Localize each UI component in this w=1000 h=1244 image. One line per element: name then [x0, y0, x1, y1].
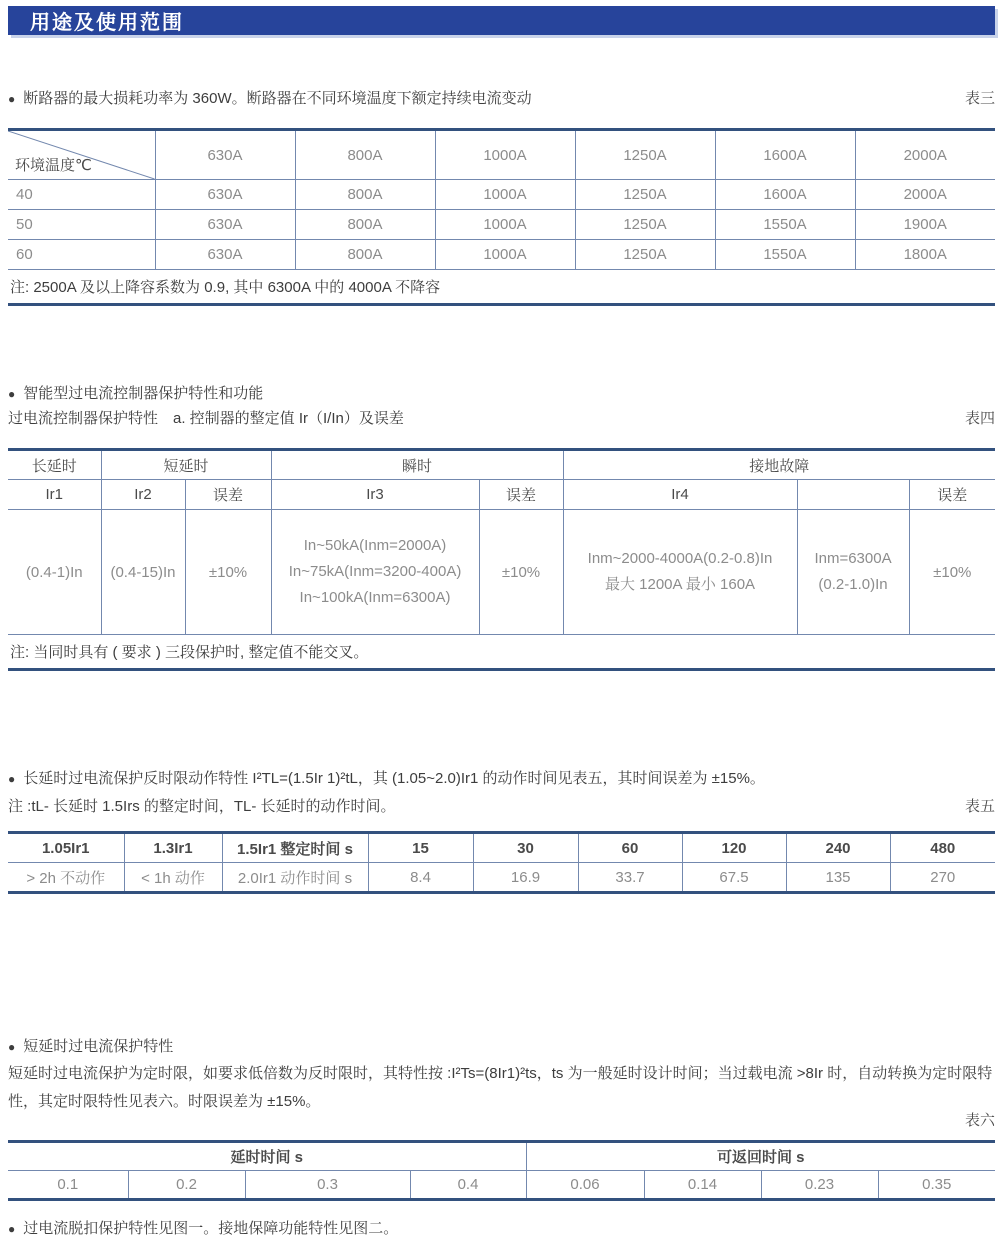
- table5-header-cell: 30: [473, 833, 578, 863]
- table6-value-cell: 0.06: [526, 1171, 644, 1200]
- table3-cell: 1250A: [575, 210, 715, 240]
- section3-note-line: [8, 796, 995, 818]
- table4-ir3-line: In~75kA(Inm=3200-400A): [288, 563, 462, 580]
- table4-cell-ir2: (0.4-15)In: [101, 510, 185, 635]
- table4-sub-header: Ir3: [271, 480, 479, 510]
- section3-bullet-line: [8, 768, 995, 790]
- section3-text: 长延时过电流保护反时限动作特性 I²TL=(1.5Ir 1)²tL，其 (1.05~2.0)Ir1 的动作时间见表五，其时间误差为 ±15%。: [23, 770, 765, 787]
- table4-ir4-line: Inm~2000-4000A(0.2-0.8)In: [587, 550, 773, 567]
- table6-group-header: 延时时间 s: [8, 1142, 526, 1171]
- table3-cell: 1550A: [715, 210, 855, 240]
- table3-row: [8, 240, 995, 270]
- table3-cell: 1800A: [855, 240, 995, 270]
- table3-row: [8, 180, 995, 210]
- section3-note: 注 :tL- 长延时 1.5Irs 的整定时间，TL- 长延时的动作时间。: [8, 798, 396, 815]
- page-title: 用途及使用范围: [30, 12, 184, 34]
- table6-label: 表六: [964, 1112, 995, 1129]
- table5: [8, 831, 995, 894]
- table5-value-cell: 8.4: [368, 863, 473, 893]
- table6-value-cell: 0.35: [878, 1171, 995, 1200]
- table5-value-row: [8, 863, 995, 893]
- table4-group-header: 瞬时: [271, 450, 563, 480]
- table5-header-cell: 15: [368, 833, 473, 863]
- table4-group-header: 长延时: [8, 450, 101, 480]
- table3-cell: 800A: [295, 180, 435, 210]
- table4-cell-ir3: [271, 510, 479, 635]
- table3-col-header: 630A: [155, 130, 295, 180]
- table4-sub-header: 误差: [909, 480, 995, 510]
- section4-label-line: [8, 1110, 995, 1132]
- table5-header-cell: 1.3Ir1: [124, 833, 222, 863]
- section2-text: 智能型过电流控制器保护特性和功能: [23, 385, 264, 402]
- table4-sub-header: 误差: [479, 480, 563, 510]
- section2-subtitle: 过电流控制器保护特性 a. 控制器的整定值 Ir（I/In）及误差: [8, 410, 404, 427]
- page-title-bar: [8, 6, 995, 35]
- section4-paragraph: 短延时过电流保护为定时限，如要求低倍数为反时限时，其特性按 :I²Ts=(8Ir1)²ts，ts 为一般延时设计时间；当过载电流 >8Ir 时，自动转换为定时限特性，其定时限特性见表六。时限误差为 ±15%。: [8, 1065, 993, 1110]
- table3-corner-label: 环境温度℃: [15, 157, 92, 174]
- table5-block: [8, 831, 995, 894]
- table6-value-cell: 0.23: [761, 1171, 878, 1200]
- table6-value-cell: 0.1: [8, 1171, 128, 1200]
- table3-temp-cell: 60: [8, 240, 155, 270]
- section5-text: 过电流脱扣保护特性见图一。接地保障功能特性见图二。: [23, 1220, 399, 1237]
- table6-group-header-row: [8, 1142, 995, 1171]
- table3-note: 注: 2500A 及以上降容系数为 0.9, 其中 6300A 中的 4000A 不降容: [8, 270, 995, 306]
- table6-value-cell: 0.3: [245, 1171, 410, 1200]
- table3-cell: 1250A: [575, 240, 715, 270]
- table4-sub-header: [797, 480, 909, 510]
- section4-title: 短延时过电流保护特性: [23, 1038, 174, 1055]
- table6: [8, 1140, 995, 1201]
- table5-header-cell: 60: [578, 833, 682, 863]
- table3-cell: 630A: [155, 240, 295, 270]
- table4-label: 表四: [964, 410, 995, 427]
- table6-value-cell: 0.4: [410, 1171, 526, 1200]
- bullet-icon: ●: [8, 387, 16, 401]
- table4-note: 注: 当同时具有 ( 要求 ) 三段保护时, 整定值不能交叉。: [8, 635, 995, 671]
- table6-value-row: [8, 1171, 995, 1200]
- table5-header-cell: 1.5Ir1 整定时间 s: [222, 833, 368, 863]
- table4-group-header-row: [8, 450, 995, 480]
- table4-ir3-line: In~100kA(Inm=6300A): [299, 589, 451, 606]
- table3-cell: 800A: [295, 240, 435, 270]
- table3-cell: 1000A: [435, 240, 575, 270]
- table3-cell: 630A: [155, 210, 295, 240]
- table5-header-cell: 240: [786, 833, 890, 863]
- table3-col-header: 800A: [295, 130, 435, 180]
- table4-ir3-line: In~50kA(Inm=2000A): [303, 537, 447, 554]
- section2-subtitle-line: [8, 408, 995, 430]
- table3-corner-cell: [8, 130, 155, 180]
- table4-sub-header: Ir4: [563, 480, 797, 510]
- section1-text: 断路器的最大损耗功率为 360W。断路器在不同环境温度下额定持续电流变动: [23, 90, 532, 107]
- table3-block: [8, 128, 995, 306]
- table5-value-cell: 33.7: [578, 863, 682, 893]
- section4-bullet-line: [8, 1036, 995, 1058]
- table5-value-cell: 16.9: [473, 863, 578, 893]
- table5-value-cell: 2.0Ir1 动作时间 s: [222, 863, 368, 893]
- table4-sub-header-row: [8, 480, 995, 510]
- table5-value-cell: 135: [786, 863, 890, 893]
- table4-cell-err: ±10%: [909, 510, 995, 635]
- table4-sub-header: Ir2: [101, 480, 185, 510]
- table4-cell-ir4: [563, 510, 797, 635]
- table3-cell: 1000A: [435, 210, 575, 240]
- table4-cell-err: ±10%: [479, 510, 563, 635]
- table3-temp-cell: 40: [8, 180, 155, 210]
- table4-ir4b-line: (0.2-1.0)In: [818, 576, 888, 593]
- table4-cell-ir1: (0.4-1)In: [8, 510, 101, 635]
- table5-header-row: [8, 833, 995, 863]
- table4-group-header: 短延时: [101, 450, 271, 480]
- table6-block: [8, 1140, 995, 1201]
- table5-label: 表五: [964, 798, 995, 815]
- table3: [8, 128, 995, 270]
- table3-cell: 2000A: [855, 180, 995, 210]
- table4-data-row: [8, 510, 995, 635]
- table3-cell: 1600A: [715, 180, 855, 210]
- table5-header-cell: 480: [890, 833, 995, 863]
- table4-group-header: 接地故障: [563, 450, 995, 480]
- table3-temp-cell: 50: [8, 210, 155, 240]
- table5-value-cell: 67.5: [682, 863, 786, 893]
- table4-block: [8, 448, 995, 671]
- table4-ir4b-line: Inm=6300A: [814, 550, 892, 567]
- table4-sub-header: Ir1: [8, 480, 101, 510]
- section2-bullet-line: [8, 383, 995, 405]
- table6-value-cell: 0.2: [128, 1171, 245, 1200]
- table3-col-header: 1600A: [715, 130, 855, 180]
- table3-cell: 800A: [295, 210, 435, 240]
- table3-col-header: 2000A: [855, 130, 995, 180]
- bullet-icon: ●: [8, 1040, 16, 1054]
- table4-cell-err: ±10%: [185, 510, 271, 635]
- table5-value-cell: > 2h 不动作: [8, 863, 124, 893]
- table4-cell-ir4b: [797, 510, 909, 635]
- table4-ir4-line: 最大 1200A 最小 160A: [604, 576, 756, 593]
- table5-header-cell: 1.05Ir1: [8, 833, 124, 863]
- table5-value-cell: < 1h 动作: [124, 863, 222, 893]
- section5-bullet-line: [8, 1218, 995, 1240]
- bullet-icon: ●: [8, 772, 16, 786]
- bullet-icon: ●: [8, 1222, 16, 1236]
- table3-header-row: [8, 130, 995, 180]
- table5-header-cell: 120: [682, 833, 786, 863]
- section1-line: [8, 88, 995, 110]
- table4-sub-header: 误差: [185, 480, 271, 510]
- table6-group-header: 可返回时间 s: [526, 1142, 995, 1171]
- table3-col-header: 1250A: [575, 130, 715, 180]
- table3-col-header: 1000A: [435, 130, 575, 180]
- table4: [8, 448, 995, 635]
- table5-value-cell: 270: [890, 863, 995, 893]
- table3-cell: 1900A: [855, 210, 995, 240]
- table3-label: 表三: [964, 90, 995, 107]
- table6-value-cell: 0.14: [644, 1171, 761, 1200]
- table3-cell: 1550A: [715, 240, 855, 270]
- table3-row: [8, 210, 995, 240]
- bullet-icon: ●: [8, 92, 16, 106]
- table3-cell: 630A: [155, 180, 295, 210]
- table3-cell: 1250A: [575, 180, 715, 210]
- table3-cell: 1000A: [435, 180, 575, 210]
